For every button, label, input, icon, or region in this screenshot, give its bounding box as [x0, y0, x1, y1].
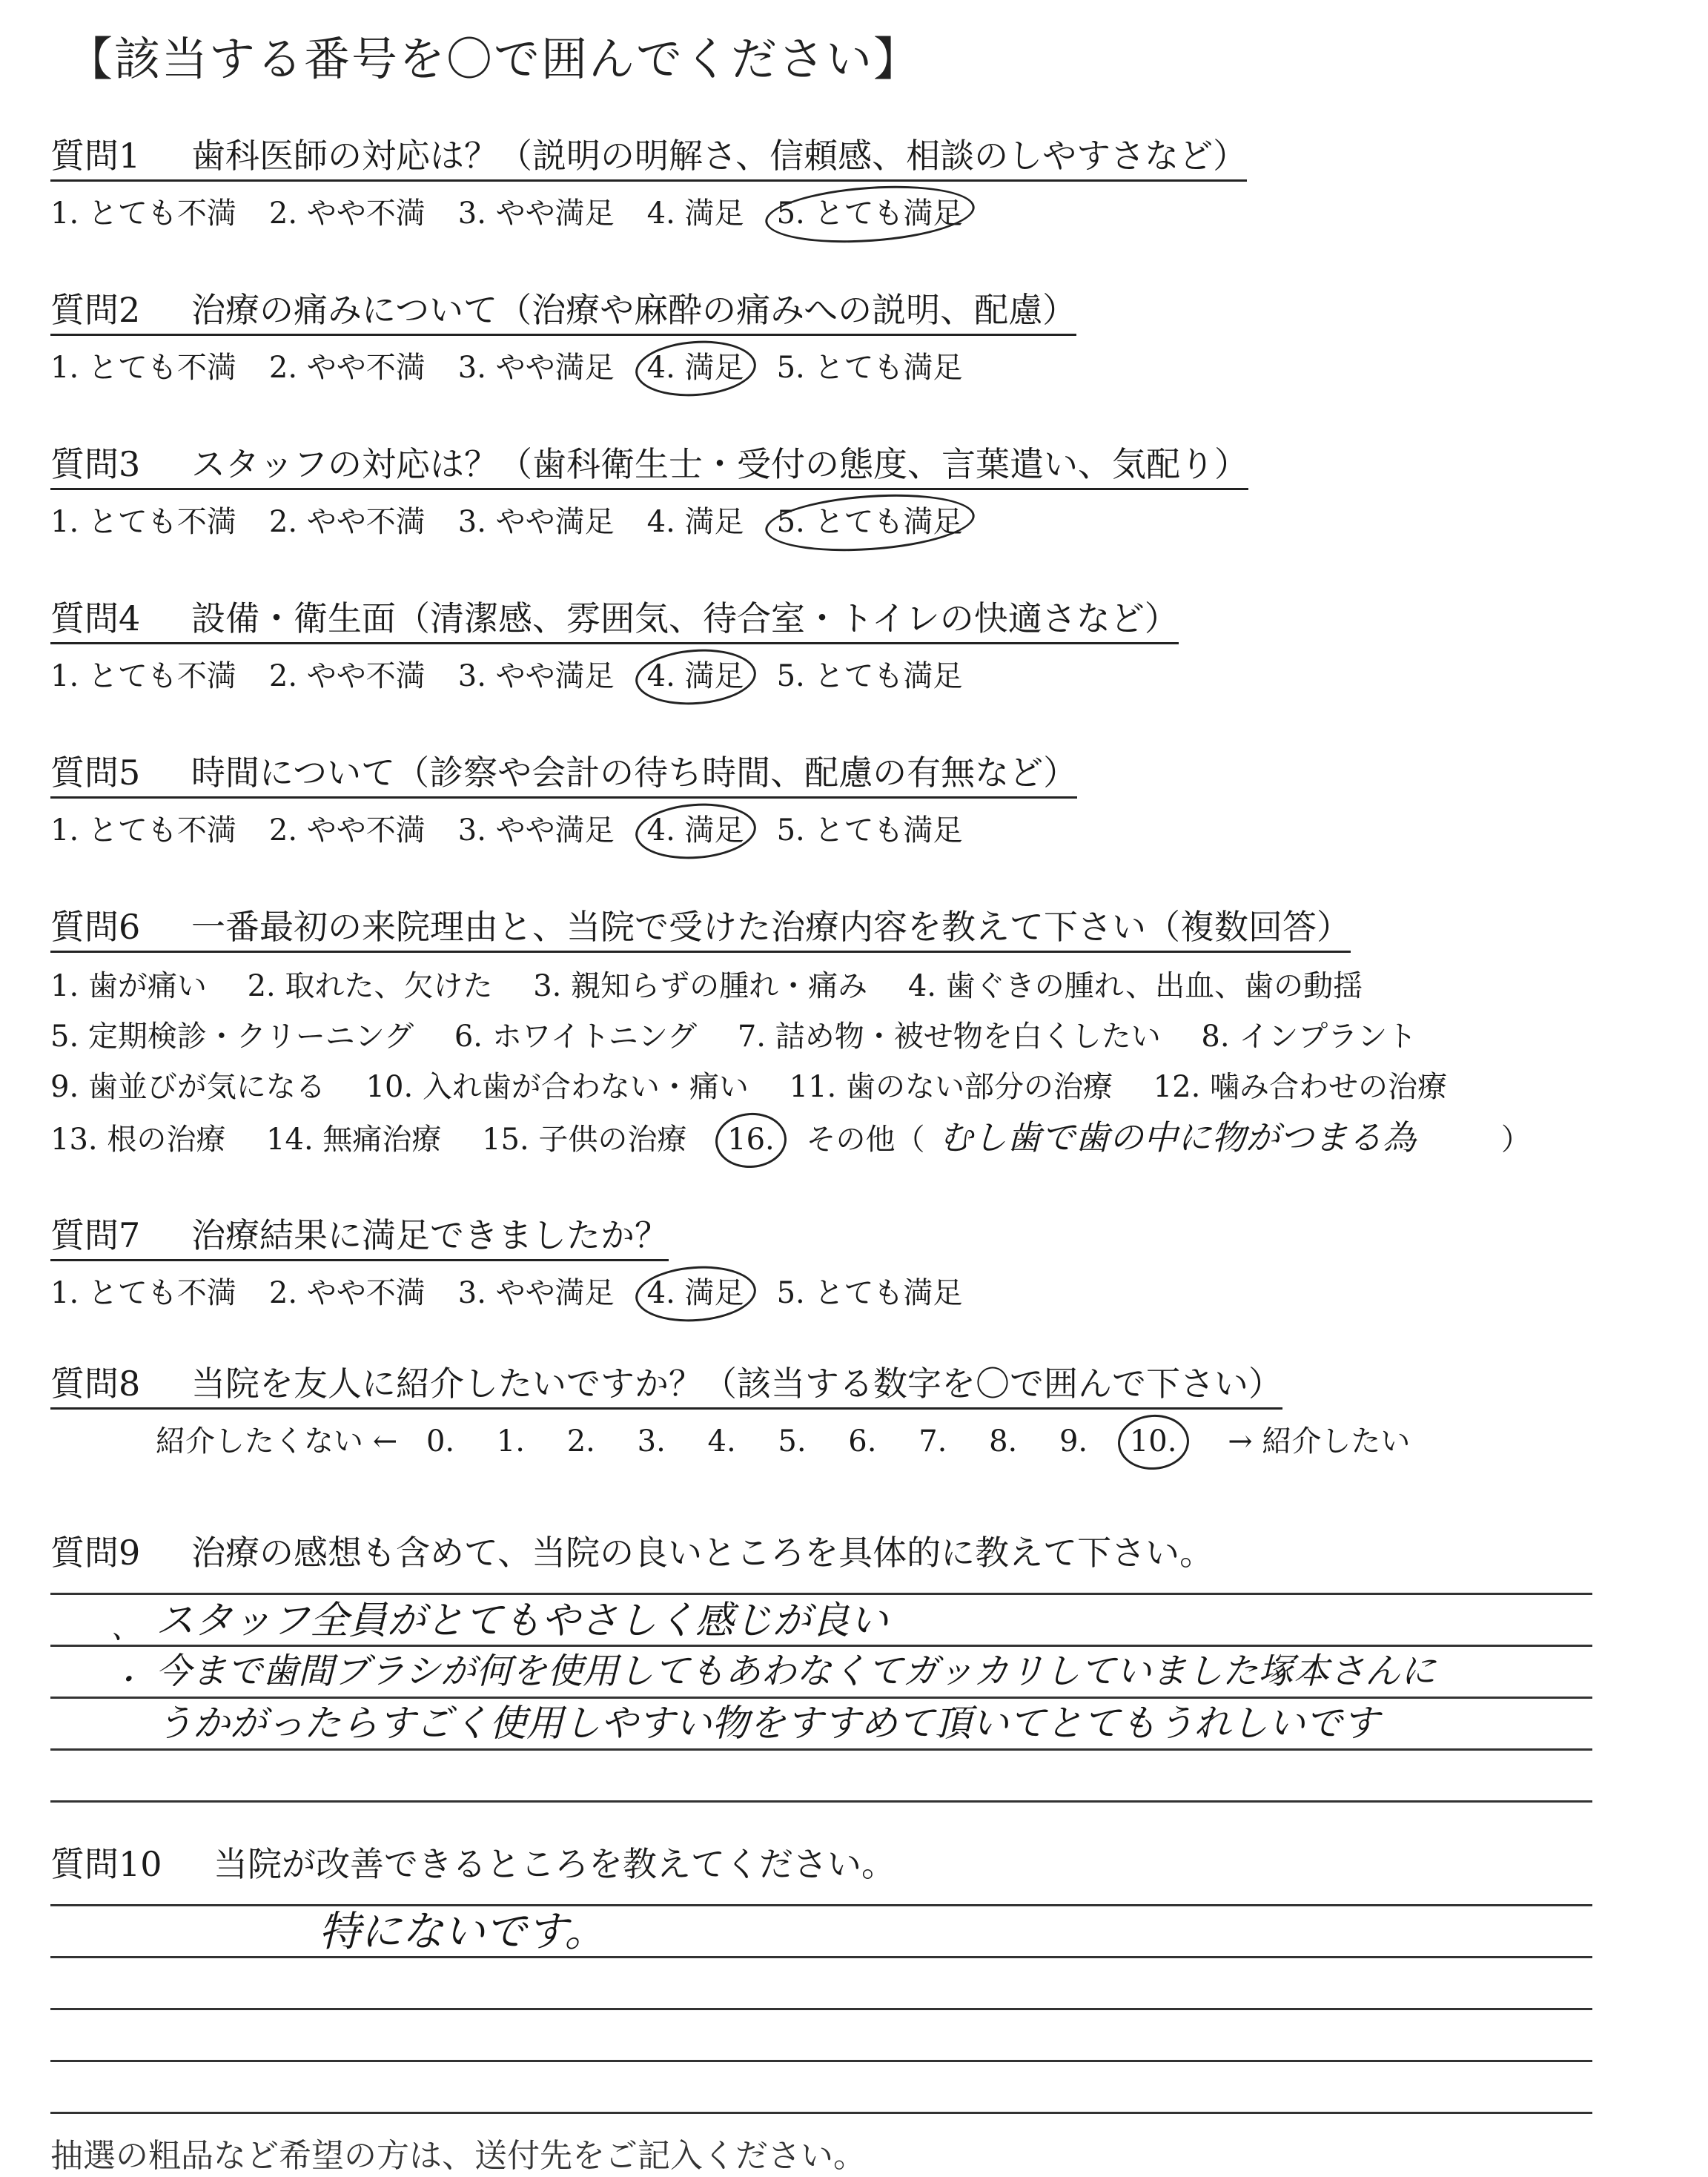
scale-0[interactable]: 0. [426, 1424, 455, 1459]
question-number: 質問7 [50, 1215, 141, 1255]
option-4[interactable]: 4. 満足 [646, 196, 744, 231]
answer-line [50, 1697, 1592, 1699]
question-text: 一番最初の来院理由と、当院で受けた治療内容を教えて下さい（複数回答） [191, 907, 1351, 947]
recommend-scale [156, 1422, 1429, 1461]
option-4[interactable]: 4. 満足 [646, 505, 744, 539]
option-2[interactable]: 2. やや不満 [268, 1276, 426, 1310]
option-4[interactable]: 4. 満足 [647, 348, 744, 387]
option-1[interactable]: 1. とても不満 [50, 813, 236, 848]
question-number: 質問10 [50, 1844, 162, 1884]
q9-answer-line-3: うかがったらすごく使用しやすい物をすすめて頂いてとてもうれしいです [156, 1702, 1380, 1745]
option-3[interactable]: 3. やや満足 [457, 659, 615, 693]
option-3[interactable]: 3. やや満足 [457, 351, 615, 385]
option-2[interactable]: 2. やや不満 [268, 659, 426, 693]
option-3[interactable]: 3. 親知らずの腫れ・痛み [533, 969, 868, 1003]
option-5[interactable]: 5. とても満足 [776, 1276, 963, 1310]
question-number: 質問9 [50, 1533, 141, 1573]
question-6-title [50, 905, 1351, 953]
question-number: 質問4 [50, 598, 141, 638]
option-3[interactable]: 3. やや満足 [457, 1276, 615, 1310]
answer-bullet: ・ [111, 1663, 141, 1697]
question-5-options [50, 811, 995, 850]
footer-note: 抽選の粗品など希望の方は、送付先をご記入ください。 [50, 2137, 866, 2175]
option-4[interactable]: 4. 満足 [647, 657, 744, 696]
option-other-label: その他（ [806, 1123, 925, 1157]
question-4-title [50, 596, 1179, 644]
question-6-options-row-4 [50, 1118, 1562, 1159]
option-12[interactable]: 12. 噛み合わせの治療 [1153, 1070, 1448, 1104]
option-5[interactable]: 5. とても満足 [776, 813, 963, 848]
option-2[interactable]: 2. やや不満 [268, 351, 426, 385]
question-number: 質問8 [50, 1364, 141, 1404]
option-11[interactable]: 11. 歯のない部分の治療 [789, 1070, 1113, 1104]
option-10[interactable]: 10. 入れ歯が合わない・痛い [365, 1070, 749, 1104]
question-5-title [50, 750, 1077, 799]
option-2[interactable]: 2. やや不満 [268, 196, 426, 231]
option-5[interactable]: 5. とても満足 [777, 503, 963, 541]
other-close-paren: ） [1500, 1123, 1531, 1157]
instruction-header: 【該当する番号を〇で囲んでください】 [67, 32, 921, 86]
question-text: 歯科医師の対応は？（説明の明解さ、信頼感、相談のしやすさなど） [191, 136, 1248, 176]
option-9[interactable]: 9. 歯並びが気になる [50, 1070, 325, 1104]
q9-answer-line-1: スタッフ全員がとてもやさしく感じが良い [156, 1599, 889, 1643]
option-7[interactable]: 7. 詰め物・被せ物を白くしたい [737, 1020, 1161, 1054]
question-text: 治療の感想も含めて、当院の良いところを具体的に教えて下さい。 [191, 1533, 1214, 1573]
scale-8[interactable]: 8. [989, 1424, 1018, 1459]
option-1[interactable]: 1. とても不満 [50, 659, 236, 693]
question-4-options [50, 657, 995, 696]
question-text: 治療の痛みについて（治療や麻酔の痛みへの説明、配慮） [191, 290, 1077, 330]
scale-left-label: 紹介したくない ← [156, 1424, 398, 1459]
option-2[interactable]: 2. やや不満 [268, 813, 426, 848]
option-1[interactable]: 1. 歯が痛い [50, 969, 207, 1003]
question-text: 時間について（診察や会計の待ち時間、配慮の有無など） [191, 753, 1078, 793]
option-6[interactable]: 6. ホワイトニング [454, 1020, 698, 1054]
option-1[interactable]: 1. とても不満 [50, 196, 236, 231]
option-5[interactable]: 5. とても満足 [776, 351, 963, 385]
q9-answer-line-2: 今まで歯間ブラシが何を使用してもあわなくてガッカリしていました塚本さんに [156, 1651, 1437, 1692]
q10-answer: 特にないです。 [319, 1908, 606, 1956]
question-9-title [50, 1530, 1214, 1576]
option-4[interactable]: 4. 満足 [647, 1274, 744, 1312]
question-6-options-row-2 [50, 1017, 1448, 1056]
question-7-title [50, 1213, 669, 1261]
question-text: 治療結果に満足できましたか？ [191, 1215, 669, 1255]
option-1[interactable]: 1. とても不満 [50, 1276, 236, 1310]
question-1-title [50, 133, 1247, 182]
option-2[interactable]: 2. 取れた、欠けた [247, 969, 493, 1003]
option-8[interactable]: 8. インプラント [1201, 1020, 1417, 1054]
question-text: 当院を友人に紹介したいですか？（該当する数字を〇で囲んで下さい） [191, 1364, 1282, 1404]
question-6-options-row-3 [50, 1068, 1478, 1106]
answer-line [50, 1593, 1592, 1595]
question-text: スタッフの対応は？（歯科衛生士・受付の態度、言葉遣い、気配り） [191, 444, 1248, 484]
option-4[interactable]: 4. 満足 [647, 811, 744, 850]
option-3[interactable]: 3. やや満足 [457, 813, 615, 848]
option-4[interactable]: 4. 歯ぐきの腫れ、出血、歯の動揺 [907, 969, 1363, 1003]
scale-right-label: → 紹介したい [1228, 1424, 1411, 1459]
answer-line [50, 2060, 1592, 2062]
scale-10[interactable]: 10. [1130, 1422, 1177, 1461]
scale-3[interactable]: 3. [637, 1424, 666, 1459]
option-5[interactable]: 5. とても満足 [776, 659, 963, 693]
scale-2[interactable]: 2. [566, 1424, 595, 1459]
option-16[interactable]: 16. [727, 1120, 775, 1159]
answer-line [50, 1956, 1592, 1958]
option-1[interactable]: 1. とても不満 [50, 351, 236, 385]
answer-line [50, 1748, 1592, 1751]
question-7-options [50, 1274, 995, 1312]
option-3[interactable]: 3. やや満足 [457, 505, 615, 539]
other-handwritten-answer: むし歯で歯の中に物がつまる為 [939, 1117, 1417, 1157]
option-14[interactable]: 14. 無痛治療 [266, 1123, 442, 1157]
scale-6[interactable]: 6. [848, 1424, 877, 1459]
answer-line [50, 2008, 1592, 2010]
answer-line [50, 1800, 1592, 1803]
question-number: 質問2 [50, 290, 141, 330]
scale-9[interactable]: 9. [1059, 1424, 1088, 1459]
option-13[interactable]: 13. 根の治療 [50, 1123, 226, 1157]
scale-1[interactable]: 1. [496, 1424, 526, 1459]
question-1-options [50, 194, 995, 233]
scale-5[interactable]: 5. [778, 1424, 807, 1459]
answer-line [50, 1904, 1592, 1906]
question-number: 質問3 [50, 444, 141, 484]
option-1[interactable]: 1. とても不満 [50, 505, 236, 539]
question-text: 設備・衛生面（清潔感、雰囲気、待合室・トイレの快適さなど） [191, 598, 1179, 638]
question-text: 当院が改善できるところを教えてください。 [214, 1844, 896, 1884]
question-2-title [50, 288, 1076, 336]
question-8-title [50, 1361, 1282, 1410]
question-10-title [50, 1842, 896, 1888]
question-3-title [50, 442, 1248, 490]
question-number: 質問6 [50, 907, 141, 947]
option-15[interactable]: 15. 子供の治療 [482, 1123, 687, 1157]
option-5[interactable]: 5. 定期検診・クリーニング [50, 1020, 414, 1054]
question-6-options-row-1 [50, 967, 1394, 1005]
answer-line [50, 2112, 1592, 2114]
option-5[interactable]: 5. とても満足 [777, 194, 963, 233]
answer-bullet: 、 [111, 1611, 141, 1645]
question-3-options [50, 503, 995, 541]
option-3[interactable]: 3. やや満足 [457, 196, 615, 231]
question-number: 質問5 [50, 753, 141, 793]
question-number: 質問1 [50, 136, 141, 176]
option-2[interactable]: 2. やや不満 [268, 505, 426, 539]
scale-7[interactable]: 7. [918, 1424, 947, 1459]
answer-line [50, 1645, 1592, 1647]
scale-4[interactable]: 4. [707, 1424, 736, 1459]
question-2-options [50, 348, 995, 387]
